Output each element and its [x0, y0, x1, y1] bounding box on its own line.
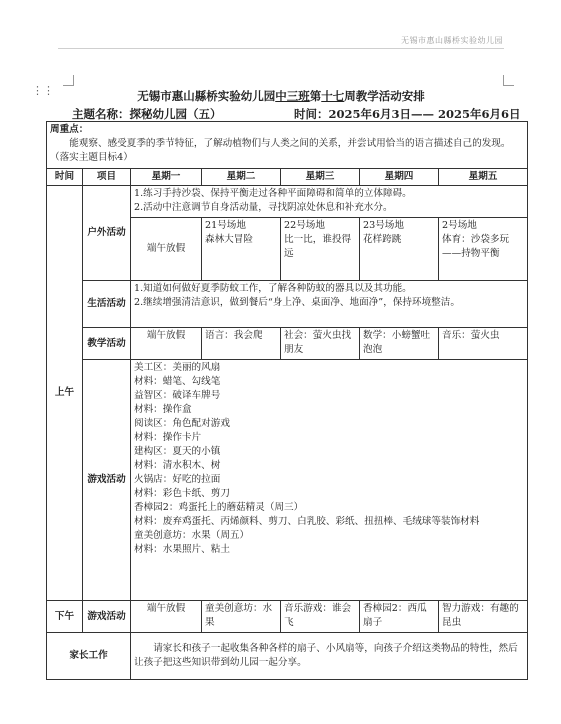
- games-row: [47, 360, 528, 601]
- outdoor-mon-text: 端午放假: [146, 243, 186, 254]
- focus-cell: [47, 122, 528, 169]
- outdoor-goal-2: 2.活动中注意调节自身活动量，寻找阴凉处休息和补充水分。: [134, 202, 393, 213]
- outdoor-tue-field: 21号场地: [205, 220, 246, 231]
- games-line: 材料：水果照片、粘土: [134, 544, 230, 555]
- schedule-table: [46, 121, 528, 680]
- teaching-label: 教学活动: [83, 328, 131, 360]
- title-suffix: 周教学活动安排: [344, 89, 425, 103]
- outdoor-thu-activity: 花样跨跳: [363, 234, 402, 245]
- title-prefix: 无锡市惠山縣桥实验幼儿园: [137, 89, 276, 103]
- games-line: 香樟园2：鸡蛋托上的蘑菇精灵（周三）: [134, 502, 304, 513]
- afternoon-mon: 端午放假: [131, 601, 202, 633]
- afternoon-label: 下午: [47, 601, 83, 633]
- outdoor-fri-field: 2号场地: [442, 220, 477, 231]
- outdoor-tue-activity: 森林大冒险: [205, 234, 253, 245]
- crop-mark-right: [503, 75, 514, 86]
- outdoor-mon: [131, 218, 202, 281]
- focus-label: 周重点：: [50, 124, 89, 135]
- subtitle: [72, 106, 521, 122]
- teaching-thu: 数学：小螃蟹吐泡泡: [360, 328, 439, 360]
- outdoor-goals-row: [47, 186, 528, 218]
- outdoor-wed-field: 22号场地: [284, 220, 325, 231]
- afternoon-wed: 音乐游戏：谁会飞: [281, 601, 360, 633]
- teaching-row: [47, 328, 528, 360]
- teaching-fri: 音乐：萤火虫: [439, 328, 528, 360]
- col-mon: 星期一: [131, 169, 202, 186]
- games-line: 童美创意坊：水果（周五）: [134, 530, 250, 541]
- games-line: 材料：彩色卡纸、剪刀: [134, 488, 230, 499]
- outdoor-tue: [202, 218, 281, 281]
- running-header: 无锡市惠山縣桥实验幼儿园: [401, 36, 503, 45]
- outdoor-thu: [360, 218, 439, 281]
- outdoor-thu-field: 23号场地: [363, 220, 404, 231]
- col-thu: 星期四: [360, 169, 439, 186]
- col-wed: 星期三: [281, 169, 360, 186]
- parents-content: [131, 633, 528, 680]
- teaching-mon: 端午放假: [131, 328, 202, 360]
- col-time: 时间: [47, 169, 83, 186]
- parents-row: [47, 633, 528, 680]
- title-class: 中三班: [275, 89, 310, 103]
- morning-label: 上午: [47, 186, 83, 601]
- teaching-wed: 社会：萤火虫找朋友: [281, 328, 360, 360]
- life-label: 生活活动: [83, 281, 131, 328]
- drag-handle-icon[interactable]: ⋮⋮: [32, 84, 54, 97]
- games-line: 材料：操作盒: [134, 404, 192, 415]
- games-line: 火锅店：好吃的拉面: [134, 474, 221, 485]
- games-line: 阅读区：角色配对游戏: [134, 418, 230, 429]
- afternoon-row: [47, 601, 528, 633]
- life-line-1: 1.知道如何做好夏季防蚊工作，了解各种防蚊的器具以及其功能。: [134, 283, 412, 294]
- games-line: 建构区：夏天的小镇: [134, 446, 221, 457]
- games-line: 材料：废弃鸡蛋托、丙烯颜料、剪刀、白乳胶、彩纸、扭扭棒、毛绒球等装饰材料: [134, 516, 480, 527]
- parents-label: 家长工作: [47, 633, 131, 680]
- games-label: 游戏活动: [83, 360, 131, 601]
- games-line: 材料：蜡笔、勾线笔: [134, 376, 221, 387]
- teaching-tue: 语言：我会爬: [202, 328, 281, 360]
- games-line: 材料：操作卡片: [134, 432, 202, 443]
- life-line-2: 2.继续增强清洁意识，做到餐后“身上净、桌面净、地面净”，保持环境整洁。: [134, 297, 460, 308]
- afternoon-fri: 智力游戏：有趣的昆虫: [439, 601, 528, 633]
- date-range: 时间：2025年6月3日—— 2025年6月6日: [294, 107, 521, 121]
- header-rule: [58, 48, 504, 49]
- games-line: 益智区：破译车牌号: [134, 390, 221, 401]
- life-content: [131, 281, 528, 328]
- games-content: [131, 360, 528, 601]
- col-item: 项目: [83, 169, 131, 186]
- outdoor-goals: [131, 186, 528, 218]
- outdoor-fri: [439, 218, 528, 281]
- afternoon-games-label: 游戏活动: [83, 601, 131, 633]
- col-fri: 星期五: [439, 169, 528, 186]
- outdoor-wed: [281, 218, 360, 281]
- games-line: 美工区：美丽的风扇: [134, 362, 221, 373]
- afternoon-thu: 香樟园2：西瓜扇子: [360, 601, 439, 633]
- parents-text: 请家长和孩子一起收集各种各样的扇子、小风扇等，向孩子介绍这类物品的特性，然后让孩子把这些知识带到幼儿园一起分享。: [134, 643, 518, 668]
- focus-row: [47, 122, 528, 169]
- life-row: [47, 281, 528, 328]
- focus-text: 能观察、感受夏季的季节特征，了解动植物们与人类之间的关系，并尝试用恰当的语言描述自己的发现。（落实主题目标4）: [50, 138, 511, 163]
- outdoor-wed-activity: 比一比，谁投得远: [284, 234, 352, 259]
- games-line: 材料：清水积木、树: [134, 460, 221, 471]
- column-header-row: [47, 169, 528, 186]
- page-title: [58, 88, 504, 104]
- afternoon-tue: 童美创意坊：水果: [202, 601, 281, 633]
- theme-label: 主题名称：探秘幼儿园（五）: [72, 107, 222, 121]
- outdoor-fri-activity: 体育：沙袋多玩——持物平衡: [442, 234, 510, 259]
- title-middle: 第: [309, 89, 322, 103]
- crop-mark-left: [63, 75, 74, 86]
- outdoor-goal-1: 1.练习手持沙袋、保持平衡走过各种平面障碍和简单的立体障碍。: [134, 188, 412, 199]
- outdoor-label: 户外活动: [83, 186, 131, 281]
- col-tue: 星期二: [202, 169, 281, 186]
- title-week: 十七: [321, 89, 345, 103]
